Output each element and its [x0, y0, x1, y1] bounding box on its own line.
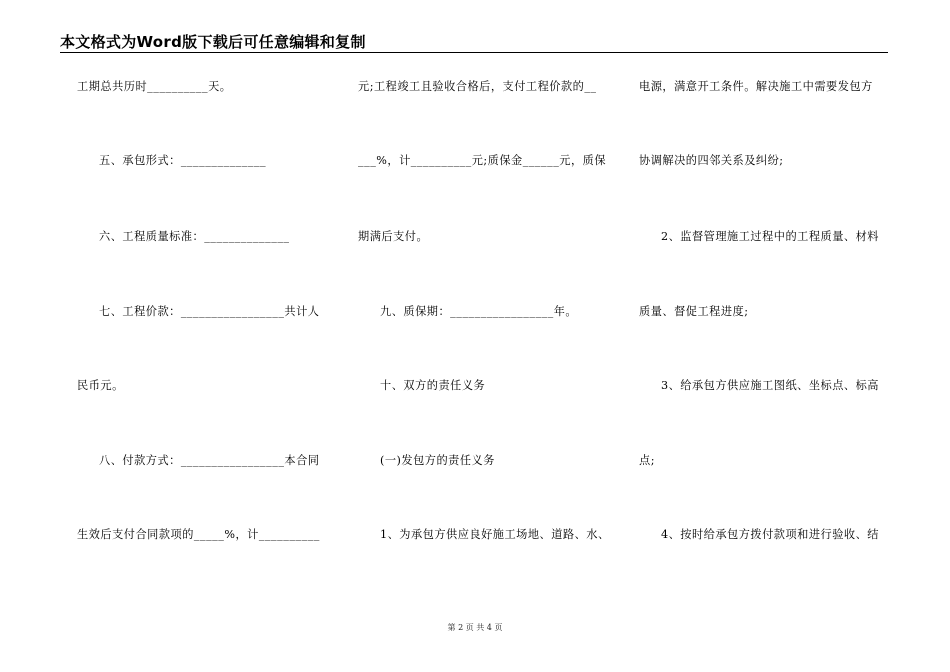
paragraph-line: 点;	[639, 454, 655, 467]
document-header-title: 本文格式为Word版下载后可任意编辑和复制	[60, 33, 366, 51]
paragraph-line: 九、质保期：_________________年。	[380, 305, 578, 318]
paragraph-line: 质量、督促工程进度;	[639, 305, 749, 318]
paragraph-line: 协调解决的四邻关系及纠纷;	[639, 154, 784, 167]
paragraph-line: 生效后支付合同款项的_____%，计__________	[77, 528, 320, 541]
paragraph-line: 七、工程价款：_________________共计人	[99, 305, 320, 318]
paragraph-line: 元;工程竣工且验收合格后，支付工程价款的__	[358, 80, 597, 93]
paragraph-line: 1、为承包方供应良好施工场地、道路、水、	[380, 528, 610, 541]
paragraph-line: 八、付款方式：_________________本合同	[99, 454, 320, 467]
paragraph-line: 六、工程质量标准：______________	[99, 230, 290, 243]
paragraph-line: ___%，计__________元;质保金______元，质保	[358, 154, 607, 167]
paragraph-line: 民币元。	[77, 379, 124, 392]
paragraph-line: 期满后支付。	[358, 230, 429, 243]
paragraph-line: 4、按时给承包方拨付款项和进行验收、结	[661, 528, 879, 541]
paragraph-line: 五、承包形式：______________	[99, 154, 267, 167]
page-number-footer: 第 2 页 共 4 页	[447, 623, 503, 632]
paragraph-line: 工期总共历时__________天。	[77, 80, 232, 93]
paragraph-line: 十、双方的责任义务	[380, 379, 486, 392]
paragraph-line: 3、给承包方供应施工图纸、坐标点、标高	[661, 379, 879, 392]
text-column-1	[77, 0, 325, 672]
text-column-2	[358, 0, 610, 672]
text-column-3	[639, 0, 887, 672]
paragraph-line: 电源，满意开工条件。解决施工中需要发包方	[639, 80, 873, 93]
paragraph-line: (一)发包方的责任义务	[380, 454, 495, 467]
paragraph-line: 2、监督管理施工过程中的工程质量、材料	[661, 230, 879, 243]
